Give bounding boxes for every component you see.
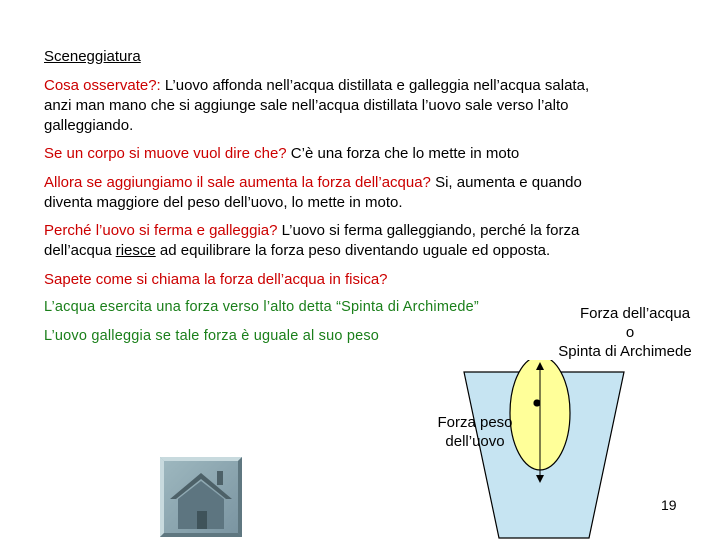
answer-salt-line2: diventa maggiore del peso dell’uovo, lo mette in moto.	[44, 194, 403, 211]
answer-float-line2	[44, 241, 550, 260]
paragraph-salt	[44, 173, 582, 192]
answer-float-line2-underlined: riesce	[115, 242, 156, 259]
statement-archimedes: L’acqua esercita una forza verso l’alto detta “Spinta di Archimede”	[44, 299, 479, 315]
question-observation: Cosa osservate?:	[44, 77, 161, 94]
slide-heading: Sceneggiatura	[44, 48, 141, 65]
question-float: Perché l’uovo si ferma e galleggia?	[44, 222, 278, 239]
answer-float-line1: L’uovo si ferma galleggiando, perché la forza	[277, 222, 580, 239]
label-buoyant-force-line2: o	[625, 324, 635, 341]
paragraph-motion	[44, 144, 519, 163]
answer-motion: C’è una forza che lo mette in moto	[286, 145, 520, 162]
statement-floating-condition: L’uovo galleggia se tale forza è uguale al suo peso	[44, 328, 380, 344]
answer-float-line2-pre: dell’acqua	[44, 242, 116, 259]
label-buoyant-force-line1: Forza dell’acqua	[579, 305, 691, 322]
paragraph-observation	[44, 76, 589, 95]
label-buoyant-force-line3: Spinta di Archimede	[558, 343, 692, 360]
label-weight-line2: dell’uovo	[445, 433, 505, 450]
paragraph-float	[44, 221, 579, 240]
answer-salt-line1: Si, aumenta e quando	[430, 174, 582, 191]
answer-observation-line2: anzi man mano che si aggiunge sale nell’acqua distillata l’uovo sale verso l’alto	[44, 97, 569, 114]
home-button[interactable]	[160, 457, 242, 537]
answer-float-line2-post: ad equilibrare la forza peso diventando uguale ed opposta.	[155, 242, 551, 259]
question-physics-name: Sapete come si chiama la forza dell’acqua in fisica?	[44, 271, 388, 288]
answer-observation-line3: galleggiando.	[44, 117, 134, 134]
page-number: 19	[661, 497, 677, 513]
question-motion: Se un corpo si muove vuol dire che?	[44, 145, 287, 162]
home-icon	[160, 457, 242, 537]
label-weight-line1: Forza peso	[437, 414, 513, 431]
answer-observation-line1: L’uovo affonda nell’acqua distillata e galleggia nell’acqua salata,	[160, 77, 590, 94]
egg-center-top	[534, 400, 541, 407]
question-salt: Allora se aggiungiamo il sale aumenta la forza dell’acqua?	[44, 174, 431, 191]
